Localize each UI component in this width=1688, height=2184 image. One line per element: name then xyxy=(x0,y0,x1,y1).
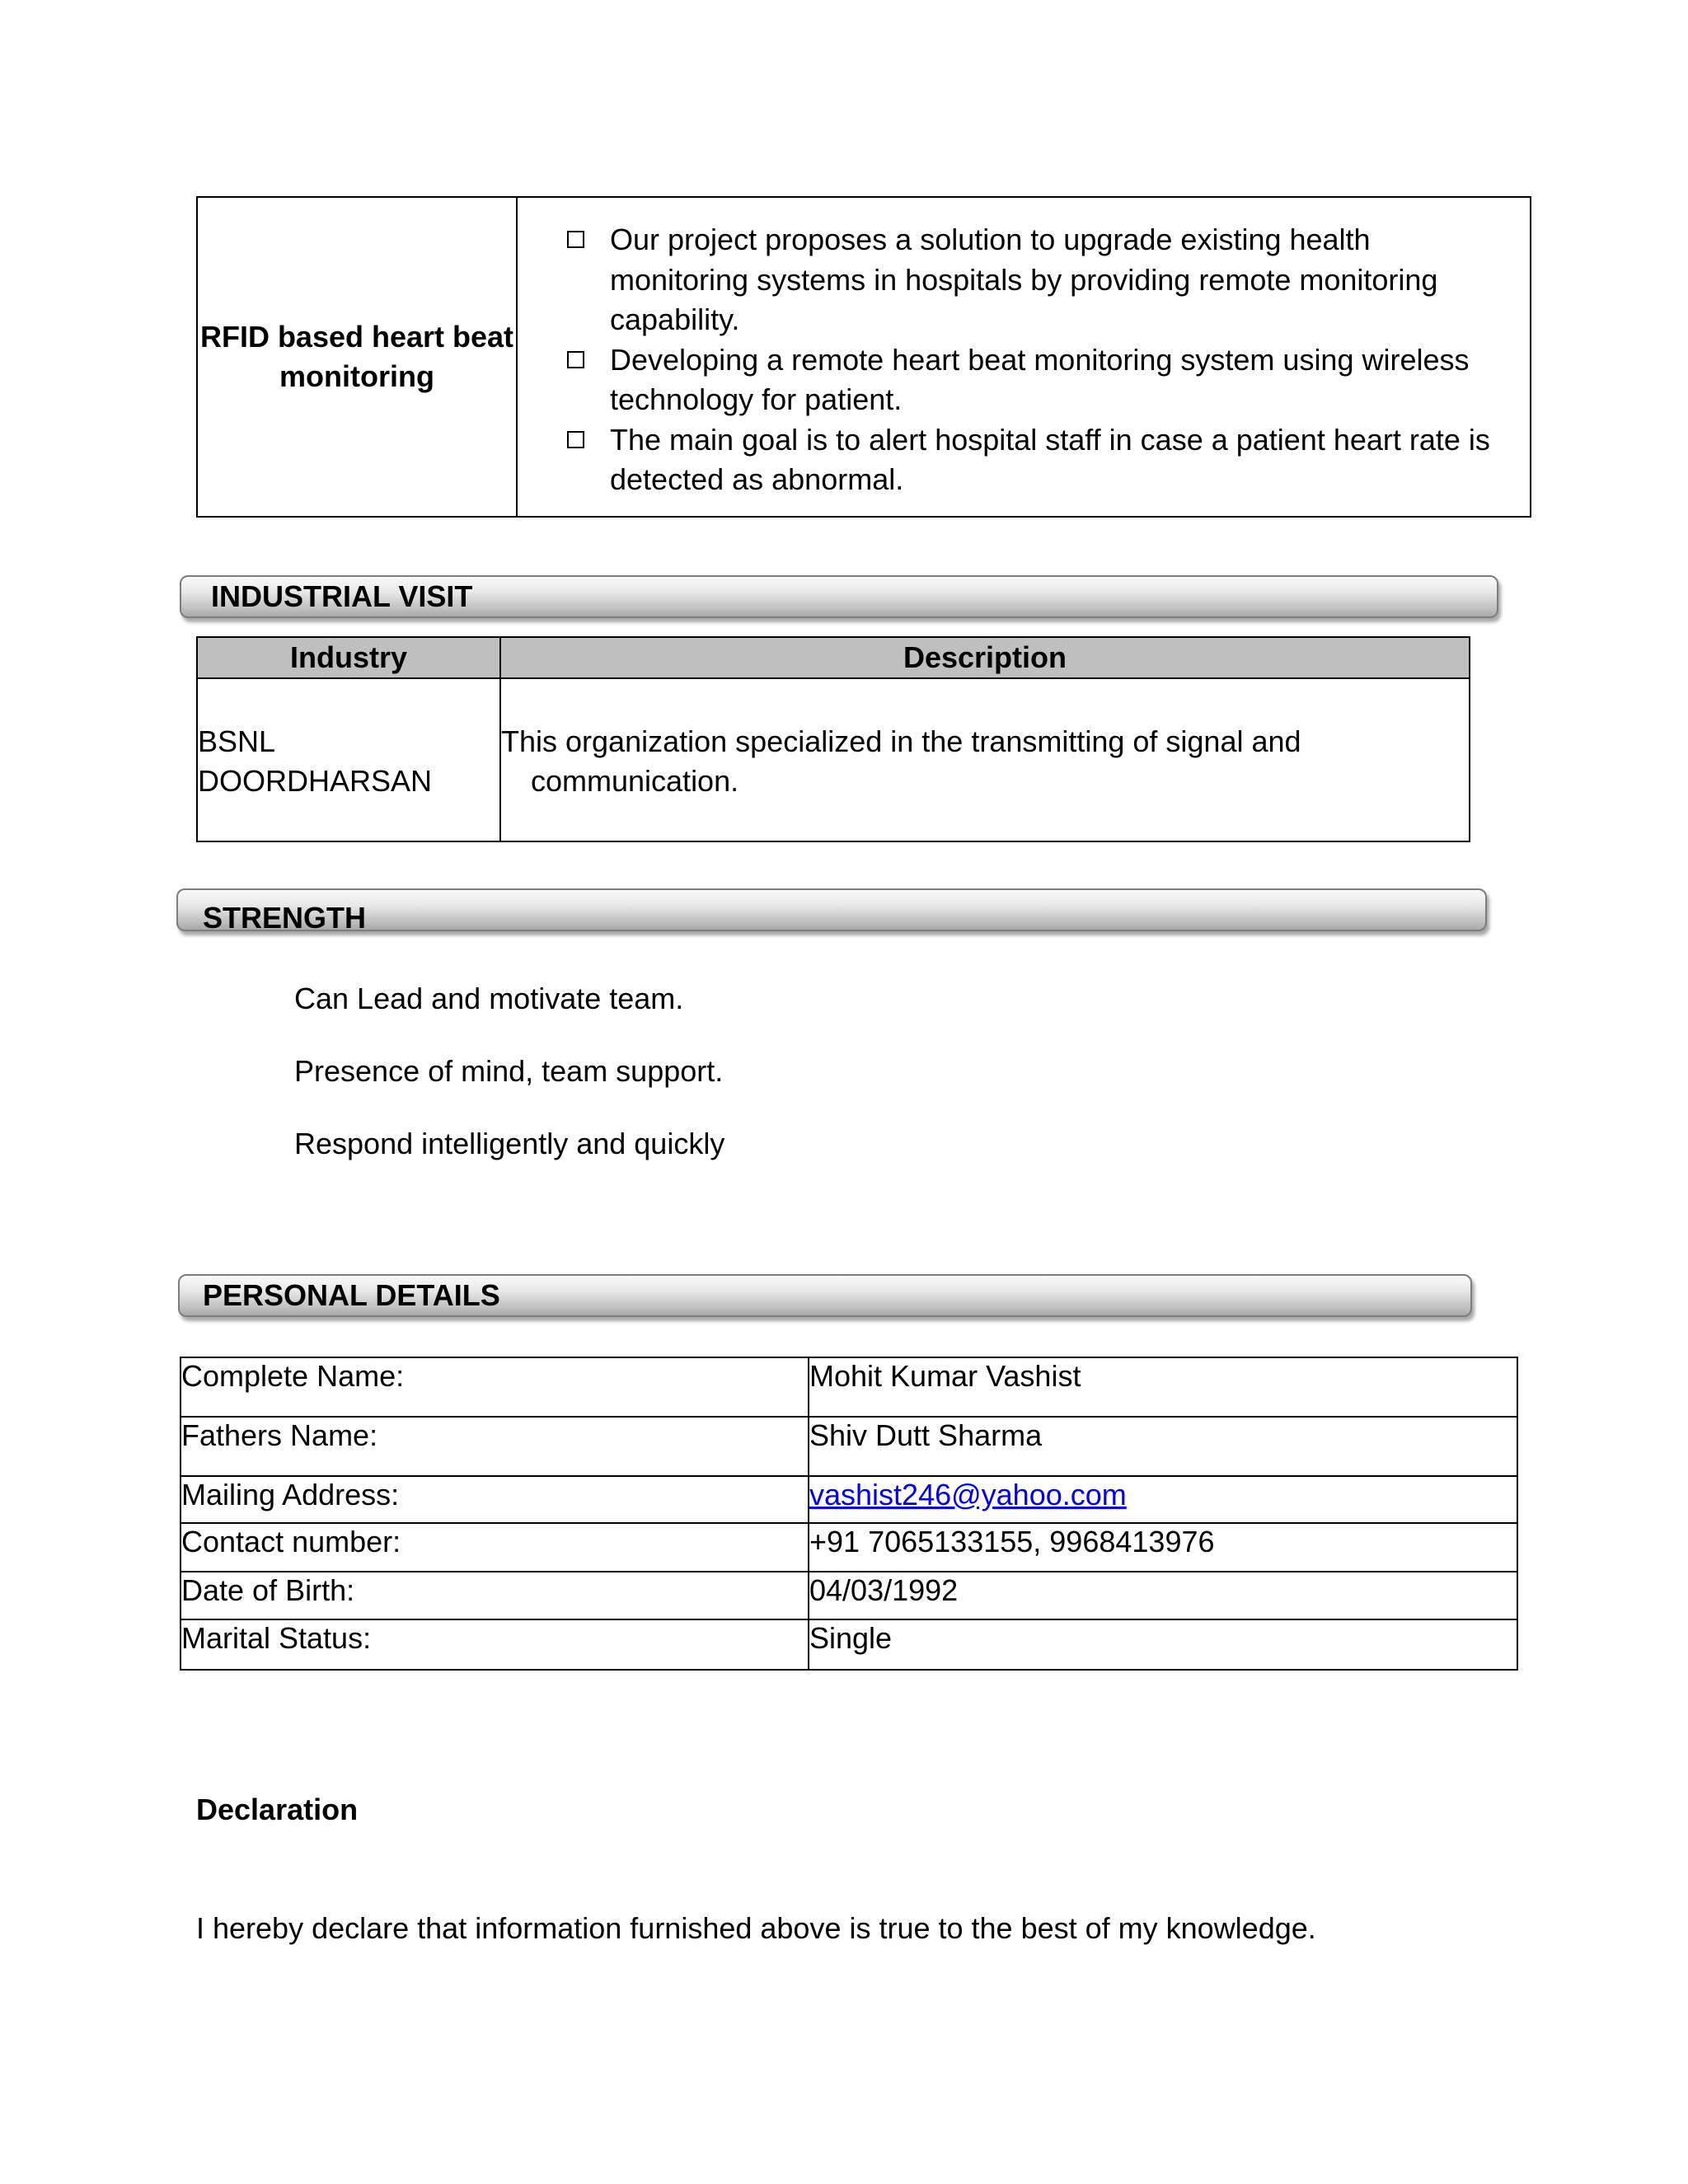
checkbox-bullet-icon xyxy=(567,231,584,248)
description-text: This organization specialized in the transmitting of signal and communication. xyxy=(501,724,1301,798)
detail-label: Contact number: xyxy=(181,1523,809,1572)
detail-label: Marital Status: xyxy=(181,1619,809,1670)
strength-header-bar xyxy=(176,888,1487,931)
detail-label: Mailing Address: xyxy=(181,1476,809,1523)
detail-label: Date of Birth: xyxy=(181,1572,809,1619)
column-header-description: Description xyxy=(500,637,1470,678)
detail-value: Mohit Kumar Vashist xyxy=(809,1357,1517,1417)
detail-value: Shiv Dutt Sharma xyxy=(809,1417,1517,1476)
project-bullet xyxy=(567,340,1505,420)
detail-value: 04/03/1992 xyxy=(809,1572,1517,1619)
declaration-text: I hereby declare that information furnished above is true to the best of my knowledge. xyxy=(196,1911,1316,1945)
project-bullet xyxy=(567,220,1505,340)
industry-name-line: BSNL xyxy=(198,724,276,758)
email-link[interactable]: vashist246@yahoo.com xyxy=(809,1478,1127,1511)
description-cell xyxy=(500,678,1470,841)
column-header-industry: Industry xyxy=(197,637,500,678)
table-header-row xyxy=(197,637,1470,678)
table-row xyxy=(181,1572,1517,1619)
detail-value: +91 7065133155, 9968413976 xyxy=(809,1523,1517,1572)
table-row xyxy=(181,1417,1517,1476)
industry-cell xyxy=(197,678,500,841)
industrial-visit-table xyxy=(196,636,1470,842)
table-row xyxy=(181,1523,1517,1572)
strength-item: Can Lead and motivate team. xyxy=(294,982,684,1015)
project-bullet-text: Developing a remote heart beat monitoring system using wireless technology for patient. xyxy=(610,342,1470,417)
project-bullet-list xyxy=(567,220,1505,500)
project-bullet-text: Our project proposes a solution to upgrade existing health monitoring systems in hospitals by providing remote monitoring capability. xyxy=(610,223,1438,337)
project-row xyxy=(197,197,1531,517)
table-row xyxy=(181,1357,1517,1417)
project-bullet xyxy=(567,420,1505,500)
detail-label: Complete Name: xyxy=(181,1357,809,1417)
project-bullet-text: The main goal is to alert hospital staff in case a patient heart rate is detected as abnormal. xyxy=(610,422,1490,497)
checkbox-bullet-icon xyxy=(567,351,584,368)
personal-details-heading: PERSONAL DETAILS xyxy=(203,1278,500,1312)
strength-item: Presence of mind, team support. xyxy=(294,1054,724,1088)
project-description-cell xyxy=(517,197,1531,517)
declaration-heading: Declaration xyxy=(196,1793,359,1826)
table-row xyxy=(181,1619,1517,1670)
project-title: RFID based heart beat monitoring xyxy=(197,197,517,517)
checkbox-bullet-icon xyxy=(567,431,584,448)
industry-name-line: DOORDHARSAN xyxy=(198,764,433,798)
industrial-visit-heading: INDUSTRIAL VISIT xyxy=(211,579,473,613)
personal-details-table xyxy=(180,1357,1518,1671)
table-row xyxy=(197,678,1470,841)
detail-value: Single xyxy=(809,1619,1517,1670)
strength-item: Respond intelligently and quickly xyxy=(294,1127,725,1160)
project-table xyxy=(196,196,1531,518)
detail-value xyxy=(809,1476,1517,1523)
strength-heading: STRENGTH xyxy=(203,901,366,935)
table-row xyxy=(181,1476,1517,1523)
detail-label: Fathers Name: xyxy=(181,1417,809,1476)
